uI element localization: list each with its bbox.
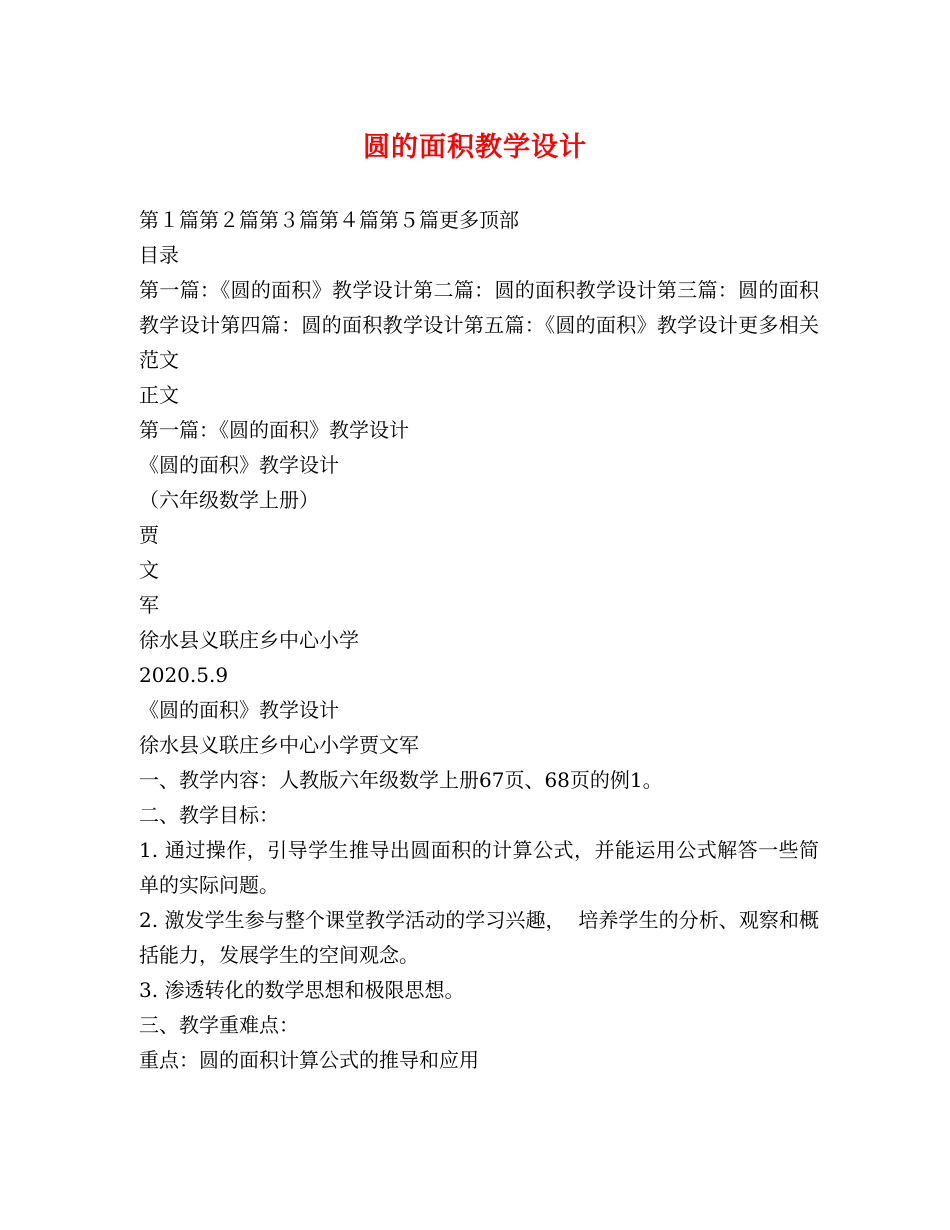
goal-2 — [139, 903, 819, 973]
body-heading: 正文 — [139, 383, 179, 407]
section-teaching-content: 一、教学内容：人教版六年级数学上册67页、68页的例1。 — [139, 768, 663, 792]
goal-1: 1. 通过操作，引导学生推导出圆面积的计算公式，并能运用公式解答一些简单的实际问题。 — [139, 838, 819, 897]
grade-note: （六年级数学上册） — [139, 488, 319, 512]
nav-line[interactable]: 第１篇第２篇第３篇第４篇第５篇更多顶部 — [139, 208, 519, 232]
doc-title-repeat: 《圆的面积》教学设计 — [139, 698, 339, 722]
toc-text[interactable]: 第一篇：《圆的面积》教学设计第二篇：圆的面积教学设计第三篇：圆的面积教学设计第四篇：圆的面积教学设计第五篇：《圆的面积》教学设计更多相关范文 — [139, 278, 819, 372]
author-char-2: 文 — [139, 558, 159, 582]
goal-2-part-b: 培养学生的分析、观察和概括能力，发展学生的空间观念。 — [139, 908, 819, 967]
goal-3: 3. 渗透转化的数学思想和极限思想。 — [139, 978, 465, 1002]
goal-2-part-a: 2. 激发学生参与整个课堂教学活动的学习兴趣， — [139, 908, 566, 932]
document-body — [139, 203, 819, 1078]
toc-heading: 目录 — [139, 243, 179, 267]
author-char-1: 贾 — [139, 523, 159, 547]
section-teaching-goals: 二、教学目标： — [139, 803, 279, 827]
section-key-points: 三、教学重难点： — [139, 1013, 299, 1037]
date: 2020.5.9 — [139, 663, 229, 687]
doc-title: 《圆的面积》教学设计 — [139, 453, 339, 477]
author-char-3: 军 — [139, 593, 159, 617]
school-author: 徐水县义联庄乡中心小学贾文军 — [139, 733, 419, 757]
school-name: 徐水县义联庄乡中心小学 — [139, 628, 359, 652]
key-point: 重点：圆的面积计算公式的推导和应用 — [139, 1048, 479, 1072]
document-title: 圆的面积教学设计 — [363, 132, 587, 163]
chapter-title: 第一篇：《圆的面积》教学设计 — [139, 418, 409, 442]
